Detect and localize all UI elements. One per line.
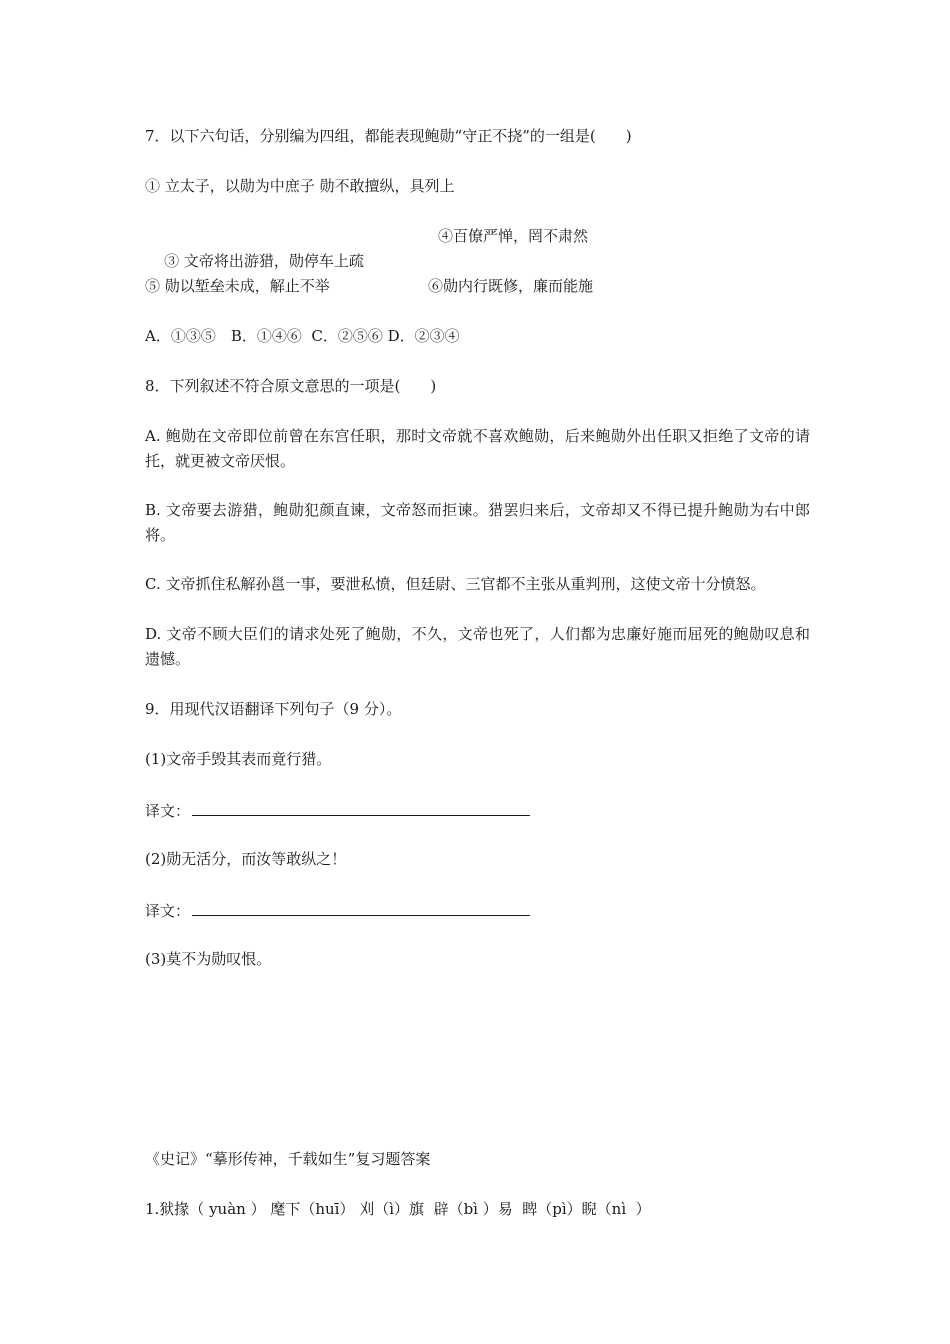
question-7-stem: 7．以下六句话，分别编为四组，都能表现鲍勋“守正不挠”的一组是( ) [145,127,632,145]
translation-label: 译文： [145,902,191,920]
q9-sentence-1: (1)文帝手毁其表而竟行猎。 [145,750,332,768]
q7-item-5: ⑤ 勋以堑垒未成，解止不举 [145,277,330,295]
q7-option-line-1: ① 立太子，以勋为中庶子 勋不敢擅纵，具列上 [145,177,455,195]
q8-option-a: A. 鲍勋在文帝即位前曾在东宫任职，那时文帝就不喜欢鲍勋，后来鲍勋外出任职又拒绝了文帝的请托，就更被文帝厌恨。 [145,427,810,470]
q8-option-c: C. 文帝抓住私解孙邕一事，要泄私愤，但廷尉、三官都不主张从重判刑，这使文帝十分愤怒。 [145,575,766,593]
q7-item-6: ⑥勋内行既修，廉而能施 [428,277,594,295]
q8-option-d: D. 文帝不顾大臣们的请求处死了鲍勋，不久，文帝也死了，人们都为忠廉好施而屈死的鲍勋叹息和遗憾。 [145,625,810,668]
q8-option-b: B. 文帝要去游猎，鲍勋犯颜直谏，文帝怒而拒谏。猎罢归来后，文帝却又不得已提升鲍勋为右中郎将。 [145,501,810,544]
q9-translation-1 [145,797,530,824]
q7-item-3: ③ 文帝将出游猎，勋停车上疏 [164,252,364,270]
translation-label: 译文： [145,802,191,820]
answer-1: 1.狱掾（ yuàn ） 麾下（huī） 刈（ì）旗 辟（bì ）易 睥（pì）睨（nì ） [145,1200,651,1218]
q9-translation-2 [145,897,530,924]
q7-item-4: ④百僚严惮，罔不肃然 [438,227,589,245]
answer-section-title: 《史记》“摹形传神，千载如生”复习题答案 [145,1150,431,1168]
answer-blank-1[interactable] [192,797,530,816]
q9-sentence-2: (2)勋无活分，而汝等敢纵之！ [145,850,347,868]
answer-blank-2[interactable] [192,897,530,916]
q9-sentence-3: (3)莫不为勋叹恨。 [145,950,272,968]
question-9-stem: 9．用现代汉语翻译下列句子（9 分）。 [145,700,402,718]
q7-choices: A．①③⑤ B．①④⑥ C．②⑤⑥ D．②③④ [145,327,460,345]
question-8-stem: 8．下列叙述不符合原文意思的一项是( ) [145,377,437,395]
